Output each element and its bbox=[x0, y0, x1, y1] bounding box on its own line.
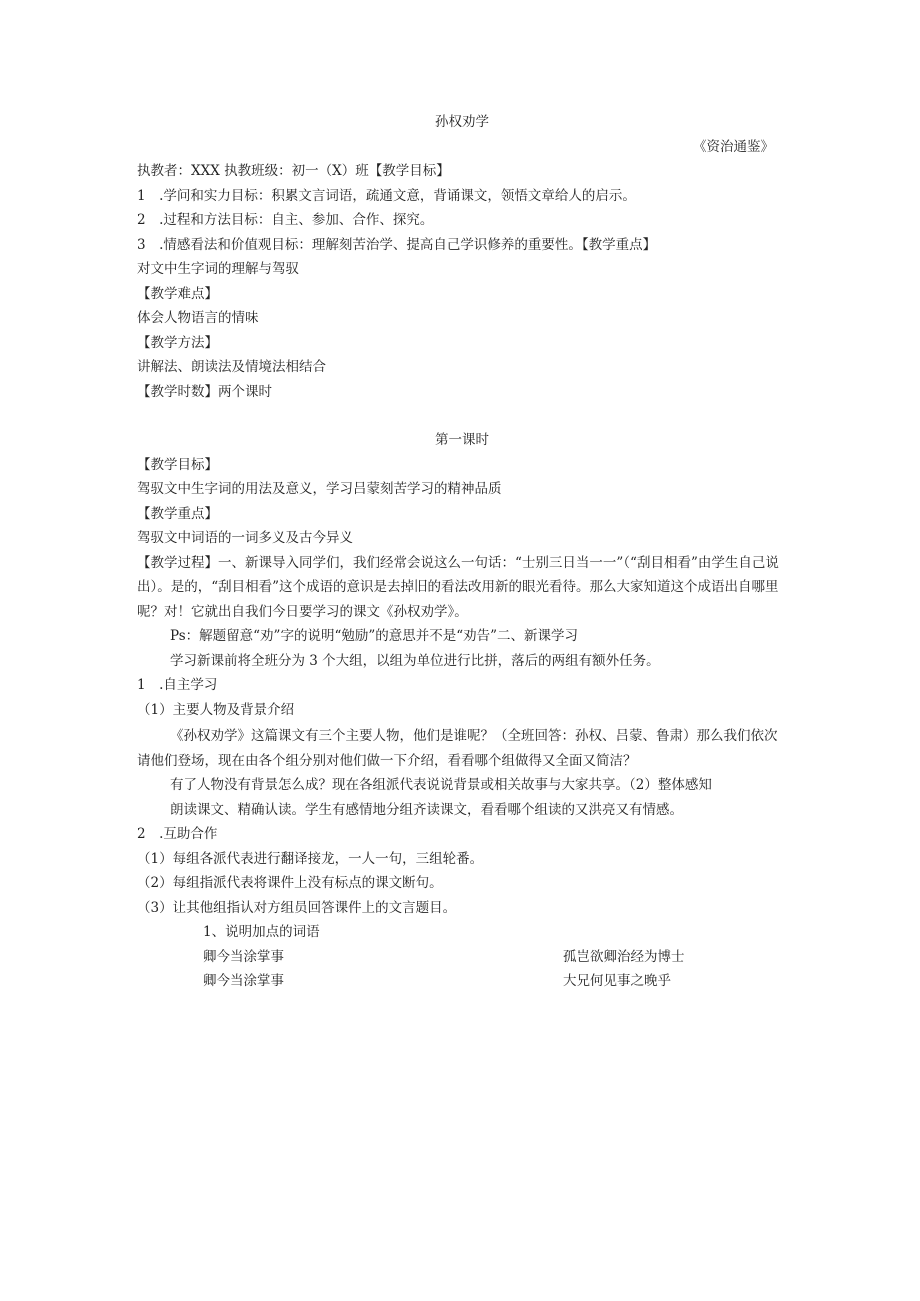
goal-item: 3 .情感看法和价值观目标：理解刻苦治学、提高自己学识修养的重要性。【教学重点】 bbox=[137, 236, 657, 253]
lesson-focus-heading: 【教学重点】 bbox=[137, 505, 218, 522]
document-title: 孙权劝学 bbox=[435, 114, 489, 130]
background-text: 有了人物没有背景怎么成？现在各组派代表说说背景或相关故事与大家共享。（2）整体感知 bbox=[170, 777, 712, 793]
coop-heading: 2 .互助合作 bbox=[137, 826, 218, 842]
method-text: 讲解法、朗读法及情境法相结合 bbox=[137, 359, 326, 375]
groups-text: 学习新课前将全班分为 3 个大组，以组为单位进行比拼，落后的两组有额外任务。 bbox=[170, 652, 660, 669]
exercise-row bbox=[137, 969, 787, 994]
lesson-focus-text: 驾驭文中词语的一词多义及古今异义 bbox=[137, 530, 353, 546]
goal-item: 1 .学问和实力目标：积累文言词语，疏通文意，背诵课文，领悟文章给人的启示。 bbox=[137, 187, 636, 204]
exercise-left: 卿今当涂掌事 bbox=[203, 948, 284, 965]
difficulty-text: 体会人物语言的情味 bbox=[137, 310, 259, 326]
people-heading: （1）主要人物及背景介绍 bbox=[137, 701, 295, 718]
exercise-right: 大兄何见事之晚乎 bbox=[563, 973, 671, 989]
exercise-right: 孤岂欲卿治经为博士 bbox=[563, 948, 685, 965]
section-spacer bbox=[137, 404, 787, 428]
ps-note: Ps：解题留意“劝”字的说明“勉励”的意思并不是“劝告”二、新课学习 bbox=[170, 628, 579, 644]
source-citation: 《资治通鉴》 bbox=[693, 138, 774, 155]
key-point-text: 对文中生字词的理解与驾驭 bbox=[137, 261, 299, 277]
coop-item: （1）每组各派代表进行翻译接龙，一人一句，三组轮番。 bbox=[137, 850, 484, 867]
exercise-left: 卿今当涂掌事 bbox=[203, 973, 284, 989]
coop-item: （3）让其他组指认对方组员回答课件上的文言题目。 bbox=[137, 899, 457, 916]
self-study-heading: 1 .自主学习 bbox=[137, 677, 218, 693]
lesson-heading: 第一课时 bbox=[435, 432, 489, 448]
goal-item: 2 .过程和方法目标：自主、参加、合作、探究。 bbox=[137, 212, 434, 228]
reading-text: 朗读课文、精确认读。学生有感情地分组齐读课文，看看哪个组读的又洪亮又有情感。 bbox=[170, 801, 683, 818]
difficulty-heading: 【教学难点】 bbox=[137, 285, 218, 302]
method-heading: 【教学方法】 bbox=[137, 334, 218, 351]
lesson-goal-text: 驾驭文中生字词的用法及意义，学习吕蒙刻苦学习的精神品质 bbox=[137, 481, 502, 497]
exercise-row bbox=[137, 945, 787, 970]
teacher-info: 执教者：XXX 执教班级：初一（X）班【教学目标】 bbox=[137, 163, 450, 179]
document-body bbox=[137, 110, 787, 994]
coop-item: （2）每组指派代表将课件上没有标点的课文断句。 bbox=[137, 875, 443, 891]
people-paragraph: 《孙权劝学》这篇课文有三个主要人物，他们是谁呢？（全班回答：孙权、吕蒙、鲁肃）那么我们依次请他们登场，现在由各个组分别对他们做一下介绍，看看哪个组做得又全面又简洁？ bbox=[137, 728, 778, 769]
exercise-heading: 1、说明加点的词语 bbox=[203, 924, 320, 940]
lesson-goal-heading: 【教学目标】 bbox=[137, 456, 218, 473]
hours-text: 【教学时数】两个课时 bbox=[137, 383, 272, 400]
process-paragraph: 【教学过程】一、新课导入同学们，我们经常会说这么一句话：“士别三日当一一”（“刮目相看”由学生自己说出）。是的，“刮目相看”这个成语的意识是去掉旧的看法改用新的眼光看待。那么大家知道这个成语出自哪里呢？对！它就出自我们今日要学习的课文《孙权劝学》。 bbox=[137, 554, 779, 620]
